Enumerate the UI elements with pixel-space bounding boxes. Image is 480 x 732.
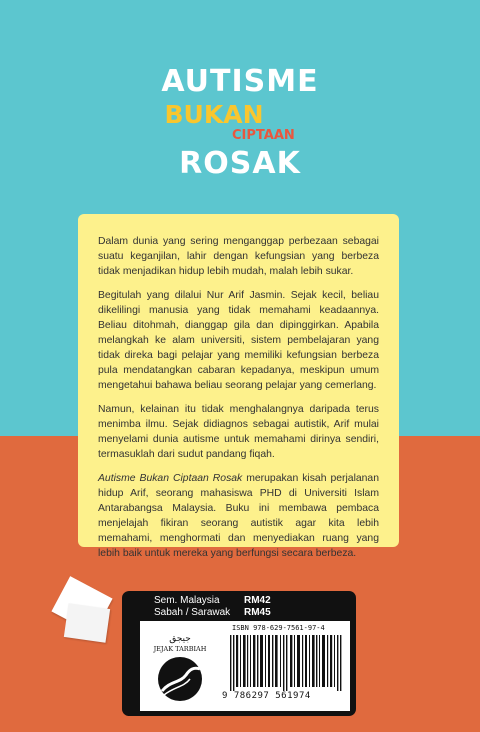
title-line-ciptaan: CIPTAAN: [232, 128, 295, 143]
isbn-text: ISBN 978-629-7561-97-4: [232, 624, 325, 632]
blurb-paragraph-4: [98, 471, 379, 561]
publisher-name: JEJAK TARBIAH: [153, 645, 207, 653]
blurb-paragraph-4-text: merupakan kisah perjalanan hidup Arif, seorang mahasiswa PHD di Universiti Islam Antarabangsa Malaysia. Buku ini membawa pembaca menjelajah fikiran seorang autistik agar kita lebih memahami, menghormati dan menyediakan ruang yang lebih baik untuk mereka yang berfungsi secara berbeza.: [98, 473, 379, 559]
title-line-rosak: ROSAK: [179, 146, 301, 181]
ean-number: 9 786297 561974: [222, 691, 311, 701]
price-region: Sabah / Sarawak: [154, 607, 231, 618]
blurb-paragraph-3: Namun, kelainan itu tidak menghalangnya daripada terus menimba ilmu. Sejak didiagnos sebagai autistik, Arif mulai menyelami dunia autisme untuk memahami dirinya sendiri, termasuklah dari sudut pandang fiqah.: [98, 404, 379, 460]
title-line-bukan: BUKAN: [164, 100, 264, 129]
blurb-paragraph-1: Dalam dunia yang sering menganggap perbezaan sebagai suatu keganjilan, lahir dengan kefungsian yang berbeza tidak menjadikan hidup lebih mudah, malah lebih sukar.: [98, 236, 379, 277]
price-value: RM42: [244, 595, 271, 606]
blurb-card: [78, 214, 399, 559]
barcode-panel: [140, 621, 350, 711]
blurb-paragraph-2: Begitulah yang dilalui Nur Arif Jasmin. Sejak kecil, beliau dikelilingi manusia yang tidak memahami keadaannya. Beliau ditohmah, dianggap gila dan dipinggirkan. Apabila melangkah ke alam universiti, sistem pembelajaran yang tidak direka bagi pelajar yang memiliki kefungsian berbeza pula mendatangkan cabaran kepadanya, meskipun umum mengetahui bahawa beliau seorang pelajar yang cemerlang.: [98, 290, 379, 391]
title-line-autisme: AUTISME: [161, 64, 319, 99]
svg-text:جيجق: جيجق: [169, 634, 191, 644]
paper-sheet-decoration: [64, 603, 110, 643]
price-value: RM45: [244, 607, 271, 618]
price-row: [154, 595, 271, 606]
publisher-logo: [140, 621, 216, 711]
book-title-italic: Autisme Bukan Ciptaan Rosak: [98, 473, 243, 484]
price-region: Sem. Malaysia: [154, 595, 220, 606]
price-row: [154, 607, 271, 618]
barcode: [230, 635, 344, 691]
